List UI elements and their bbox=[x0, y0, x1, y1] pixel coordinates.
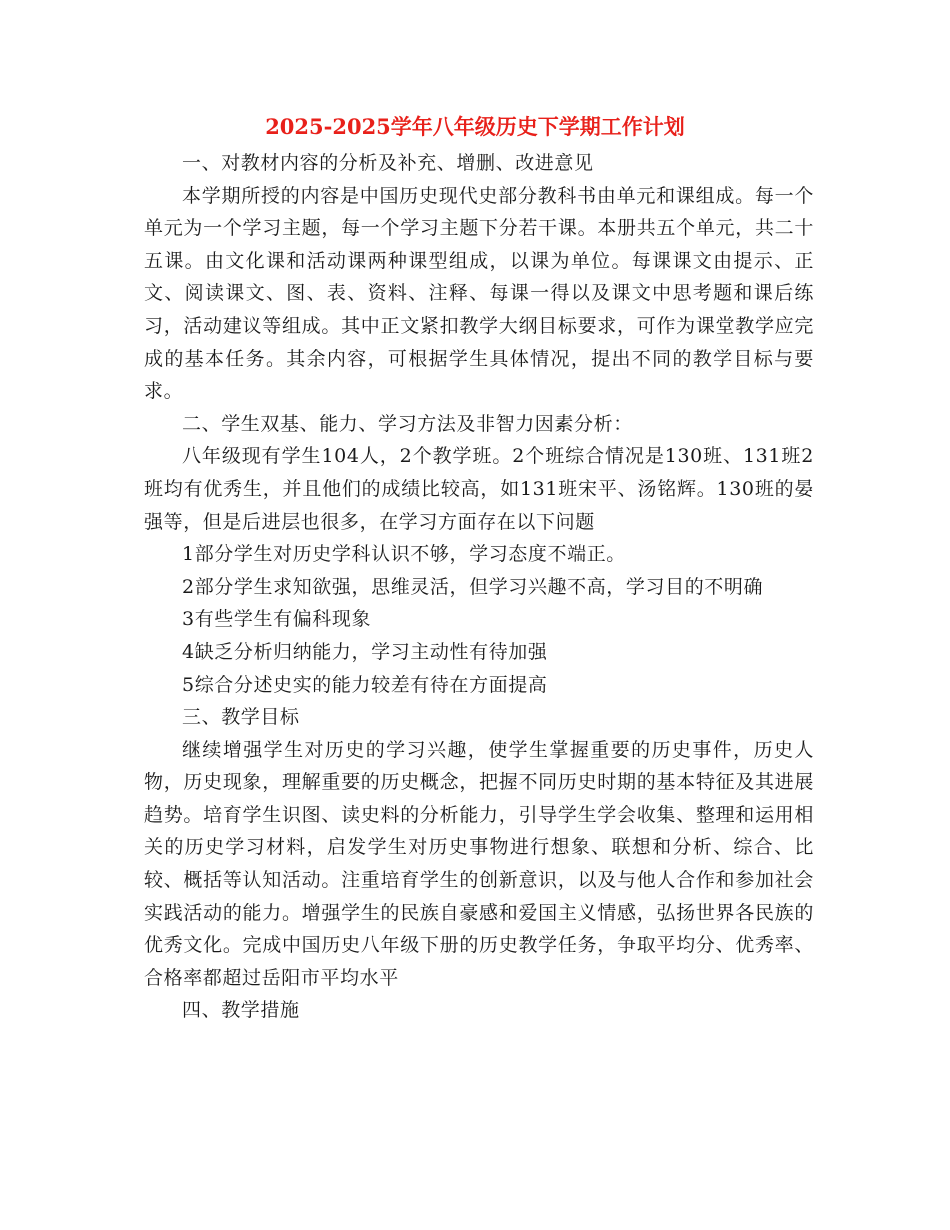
section-heading-3: 三、教学目标 bbox=[182, 706, 300, 729]
paragraph-teaching-goals: 继续增强学生对历史的学习兴趣，使学生掌握重要的历史事件，历史人物，历史现象，理解重要的历史概念，把握不同历史时期的基本特征及其进展趋势。培育学生识图、读史料的分析能力，引导学生学会收集、整理和运用相关的历史学习材料，启发学生对历史事物进行想象、联想和分析、综合、比较、概括等认知活动。注重培育学生的创新意识，以及与他人合作和参加社会实践活动的能力。增强学生的民族自豪感和爱国主义情感，弘扬世界各民族的优秀文化。完成中国历史八年级下册的历史教学任务，争取平均分、优秀率、合格率都超过岳阳市平均水平 bbox=[144, 738, 814, 989]
document-body bbox=[144, 147, 814, 1027]
section-heading-1: 一、对教材内容的分析及补充、增删、改进意见 bbox=[182, 152, 594, 174]
list-item-problem-4: 4缺乏分析归纳能力，学习主动性有待加强 bbox=[182, 640, 548, 663]
section-heading-2: 二、学生双基、能力、学习方法及非智力因素分析： bbox=[182, 412, 633, 435]
section-heading-4: 四、教学措施 bbox=[182, 999, 300, 1022]
list-item-problem-2: 2部分学生求知欲强，思维灵活，但学习兴趣不高，学习目的不明确 bbox=[182, 575, 764, 598]
list-item-problem-5: 5综合分述史实的能力较差有待在方面提高 bbox=[182, 673, 548, 696]
paragraph-textbook-analysis: 本学期所授的内容是中国历史现代史部分教科书由单元和课组成。每一个单元为一个学习主题，每一个学习主题下分若干课。本册共五个单元，共二十五课。由文化课和活动课两种课型组成，以课为单位。每课课文由提示、正文、阅读课文、图、表、资料、注释、每课一得以及课文中思考题和课后练习，活动建议等组成。其中正文紧扣教学大纲目标要求，可作为课堂教学应完成的基本任务。其余内容，可根据学生具体情况，提出不同的教学目标与要求。 bbox=[144, 184, 814, 403]
paragraph-student-analysis: 八年级现有学生104人，2个教学班。2个班综合情况是130班、131班2班均有优秀生，并且他们的成绩比较高，如131班宋平、汤铭辉。130班的晏强等，但是后进层也很多，在学习方面存在以下问题 bbox=[144, 445, 814, 533]
list-item-problem-3: 3有些学生有偏科现象 bbox=[182, 608, 372, 631]
document-title: 2025-2025学年八年级历史下学期工作计划 bbox=[265, 114, 685, 139]
list-item-problem-1: 1部分学生对历史学科认识不够，学习态度不端正。 bbox=[182, 543, 626, 566]
